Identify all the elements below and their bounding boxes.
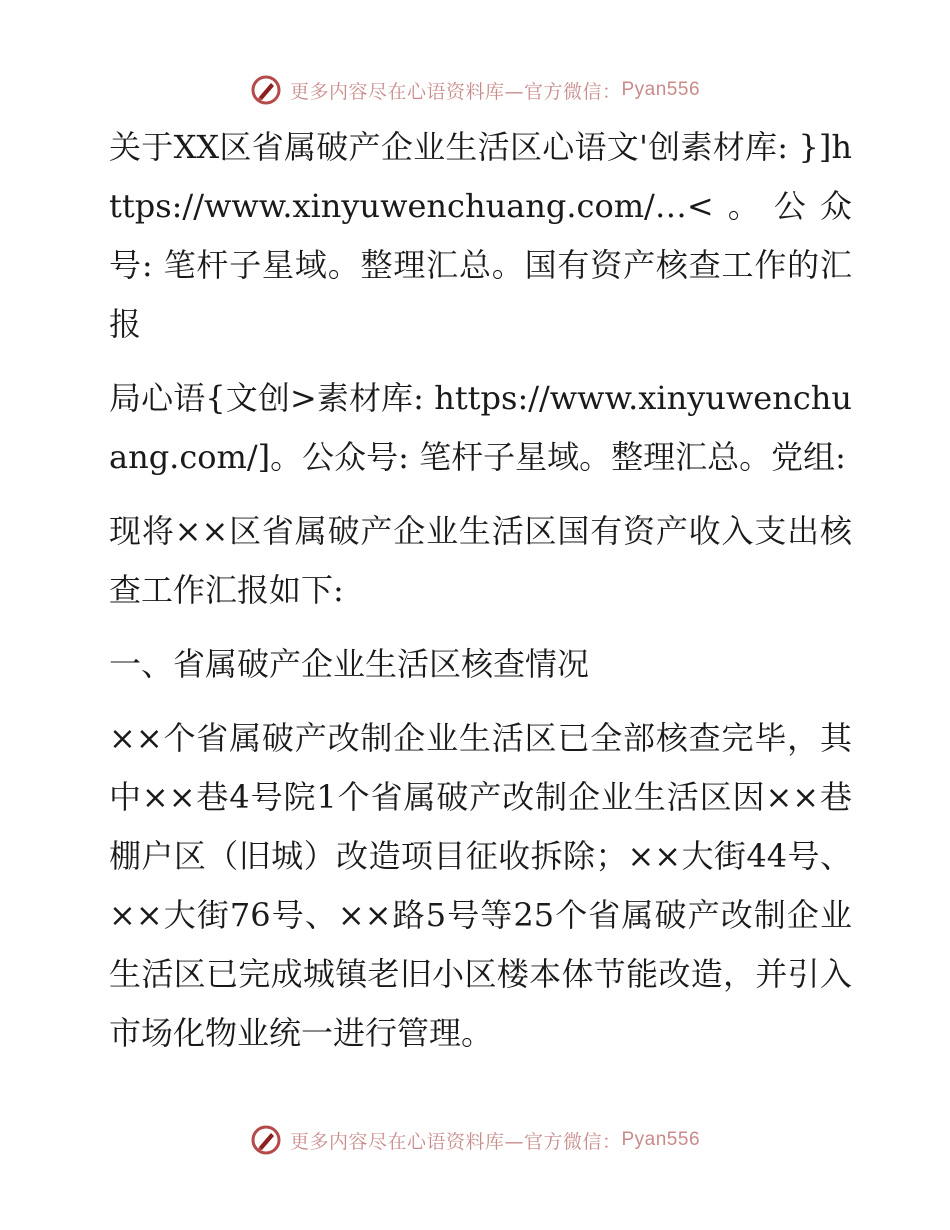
watermark-handle: Pyan556 xyxy=(621,1129,701,1150)
watermark-text: 更多内容尽在心语资料库—官方微信： xyxy=(289,1130,622,1153)
section-heading: 一、省属破产企业生活区核查情况 xyxy=(109,645,590,683)
paragraph-title: 关于XX区省属破产企业生活区心语文'创素材库: }]https://www.xinyuwenchuang.com/…<。公众号: 笔杆子星域。整理汇总。国有资产核查工作的汇报 xyxy=(109,128,852,343)
paragraph-body: ××个省属破产改制企业生活区已全部核查完毕，其中××巷4号院1个省属破产改制企业生活区因××巷棚户区（旧城）改造项目征收拆除；××大街44号、××大街76号、××路5号等25个省属破产改制企业生活区已完成城镇老旧小区楼本体节能改造，并引入市场化物业统一进行管理。 xyxy=(109,719,852,1052)
watermark-handle: Pyan556 xyxy=(621,79,701,100)
header-watermark xyxy=(0,70,950,110)
pen-logo-icon xyxy=(250,74,282,106)
document-body xyxy=(97,118,852,1063)
footer-watermark xyxy=(0,1120,950,1160)
paragraph-intro: 现将××区省属破产企业生活区国有资产收入支出核查工作汇报如下: xyxy=(109,512,852,609)
watermark-text: 更多内容尽在心语资料库—官方微信： xyxy=(289,80,622,103)
paragraph-salutation: 局心语{文创>素材库: https://www.xinyuwenchuang.com/]。公众号: 笔杆子星域。整理汇总。党组: xyxy=(109,379,852,476)
pen-logo-icon xyxy=(250,1124,282,1156)
